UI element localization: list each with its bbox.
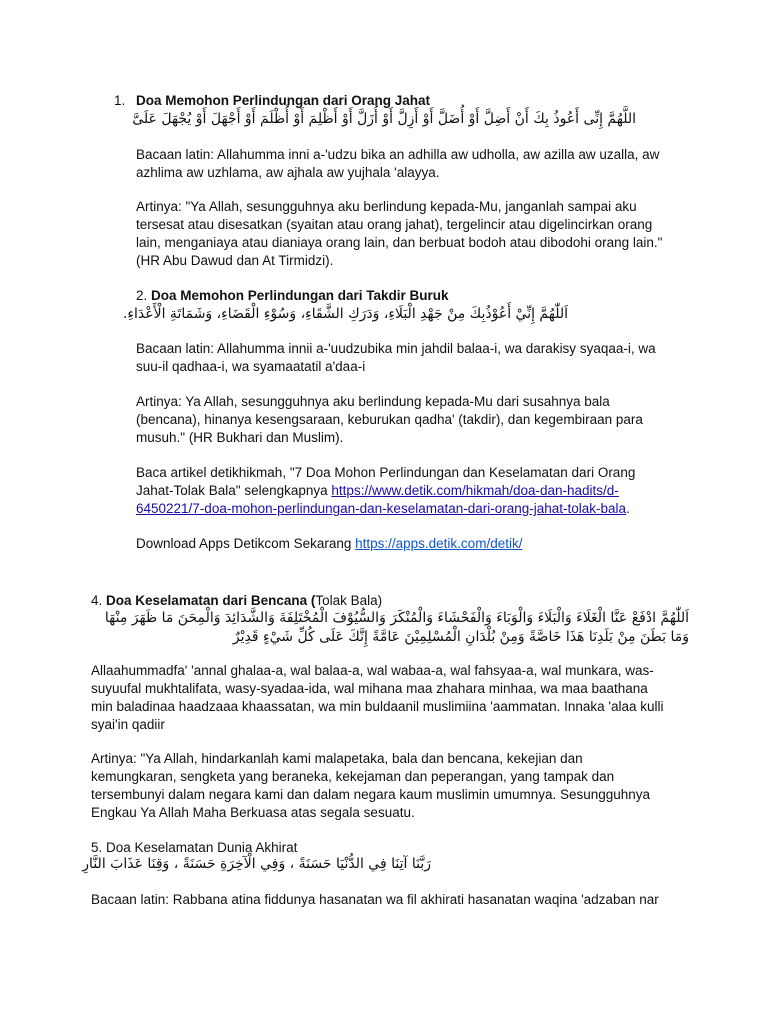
section-1-meaning-line-2: tersesat atau disesatkan (syaitan atau orang jahat), tergelincir atau digelincirkan orang [136, 217, 653, 232]
section-2-meaning-line-1: Artinya: Ya Allah, sesungguhnya aku berlindung kepada-Mu dari susahnya bala [136, 394, 610, 409]
section-2-latin-line-1: Bacaan latin: Allahumma innii a-'uudzubika min jahdil balaa-i, wa darakisy syaqaa-i, wa [136, 341, 656, 356]
readmore-text: Jahat-Tolak Bala" selengkapnya [136, 483, 332, 498]
article-link[interactable]: https://www.detik.com/hikmah/doa-dan-hadits/d- [331, 483, 619, 498]
section-2-arabic: اَللّٰهُمَّ إِنِّيْ أَعُوْذُبِكَ مِنْ جَهْدِ الْبَلَاءِ، وَدَرَكِ الشَّقَاءِ، وَسُوْءِ الْقَضَاءِ، وَشَمَاتَةِ الْأَعْدَاءِ. [122, 306, 568, 322]
section-1-latin-line-2: azhlima aw uzhlama, aw ajhala aw yujhala 'alayya. [136, 165, 440, 180]
section-1-meaning-line-1: Artinya: "Ya Allah, sesungguhnya aku berlindung kepada-Mu, janganlah sampai aku [136, 199, 637, 214]
section-5-latin: Bacaan latin: Rabbana atina fiddunya hasanatan wa fil akhirati hasanatan waqina 'adzaban nar [91, 892, 659, 907]
section-4-title: Doa Keselamatan dari Bencana ( [106, 593, 316, 608]
section-2-readmore-line-2 [136, 482, 619, 500]
section-2-meaning-line-3: musuh." (HR Bukhari dan Muslim). [136, 430, 344, 445]
section-4-arabic-line-2: وَمَا بَطَنَ مِنْ بَلَدِنَا هَذَا خَاصَّةً وَمِنْ بُلْدَانِ الْمُسْلِمِيْنَ عَامَّةً إِنَّكَ عَلَى كُلِّ شَيْءٍ قَدِيْرٌ [232, 629, 689, 645]
section-4-latin-line-2: suyuufal mukhtalifata, wasy-syadaa-ida, wal mihana maa zhahara minhaa, wa maa baathana [91, 681, 648, 696]
section-4-meaning-line-3: tersembunyi dalam negara kami dan dalam negara kaum muslimin umumnya. Sesungguhnya [91, 787, 651, 802]
article-link-continued[interactable]: 6450221/7-doa-mohon-perlindungan-dan-keselamatan-dari-orang-jahat-tolak-bala [136, 501, 627, 516]
section-2-heading [136, 287, 449, 305]
section-4-latin-line-3: min baladinaa haadzaaa khaassatan, wa min buldaanil muslimiina 'aammatan. Innaka 'alaa kulli [91, 699, 664, 714]
download-apps-link[interactable]: https://apps.detik.com/detik/ [355, 536, 523, 551]
section-1-latin-line-1: Bacaan latin: Allahumma inni a-'udzu bika an adhilla aw udholla, aw azilla aw uzalla, aw [136, 147, 660, 162]
section-4-latin-line-1: Allaahummadfa' 'annal ghalaa-a, wal balaa-a, wal wabaa-a, wal fahsyaa-a, wal munkara, was- [91, 663, 654, 678]
section-2-number: 2. [136, 288, 148, 303]
section-1-meaning-line-4: (HR Abu Dawud dan At Tirmidzi). [136, 253, 334, 268]
section-4-arabic-line-1: اَللّٰهُمَّ ادْفَعْ عَنَّا الْغَلَاءَ وَالْبَلَاءَ وَالْوَبَاءَ وَالْفَحْشَاءَ وَالْمُنْكَرَ وَالسُّيُوْفَ الْمُخْتَلِفَةَ وَالشَّدَائِدَ وَالْمِحَنَ مَا ظَهَرَ مِنْهَا [104, 610, 689, 626]
section-4-heading [91, 592, 382, 610]
section-1-arabic: اللَّهُمَّ إِنِّى أَعُوذُ بِكَ أَنْ أَضِلَّ أَوْ أُضَلَّ أَوْ أَزِلَّ أَوْ أُزَلَّ أَوْ أَظْلِمَ أَوْ أُظْلَمَ أَوْ أَجْهَلَ أَوْ يُجْهَلَ عَلَىَّ [132, 111, 636, 127]
section-4-number: 4. [91, 593, 103, 608]
section-4-meaning-line-2: kemungkaran, sengketa yang beraneka, kekejaman dan peperangan, yang tampak dan [91, 769, 615, 784]
section-2-title: Doa Memohon Perlindungan dari Takdir Buruk [151, 288, 449, 303]
section-2-latin-line-2: suu-il qadhaa-i, wa syamaatatil a'daa-i [136, 359, 366, 374]
section-2-meaning-line-2: (bencana), hinanya kesengsaraan, keburukan qadha' (takdir), dan kegembiraan para [136, 412, 643, 427]
link-period: . [626, 501, 630, 516]
section-4-meaning-line-1: Artinya: "Ya Allah, hindarkanlah kami malapetaka, bala dan bencana, kekejian dan [91, 751, 583, 766]
section-4-title-rest: Tolak Bala) [315, 593, 383, 608]
section-4-meaning-line-4: Engkau Ya Allah Maha Berkuasa atas segala sesuatu. [91, 805, 415, 820]
section-1-number: 1. [114, 93, 126, 108]
section-2-readmore-line-3 [136, 500, 630, 518]
section-5-arabic: رَبَّنَا آتِنَا فِي الدُّنْيَا حَسَنَةً ، وَفِي الْآخِرَةِ حَسَنَةً ، وَقِنَا عَذَابَ النَّارِ [82, 856, 431, 872]
section-2-readmore-line-1: Baca artikel detikhikmah, "7 Doa Mohon Perlindungan dan Keselamatan dari Orang [136, 465, 636, 480]
section-5-title: 5. Doa Keselamatan Dunia Akhirat [91, 840, 298, 855]
section-4-latin-line-4: syai'in qadiir [91, 717, 165, 732]
download-text: Download Apps Detikcom Sekarang [136, 536, 356, 551]
download-line [136, 535, 522, 553]
section-1-title: Doa Memohon Perlindungan dari Orang Jahat [136, 93, 431, 108]
section-1-meaning-line-3: lain, menganiaya atau dianiaya orang lain, dan berbuat bodoh atau dibodohi orang lain." [136, 235, 663, 250]
